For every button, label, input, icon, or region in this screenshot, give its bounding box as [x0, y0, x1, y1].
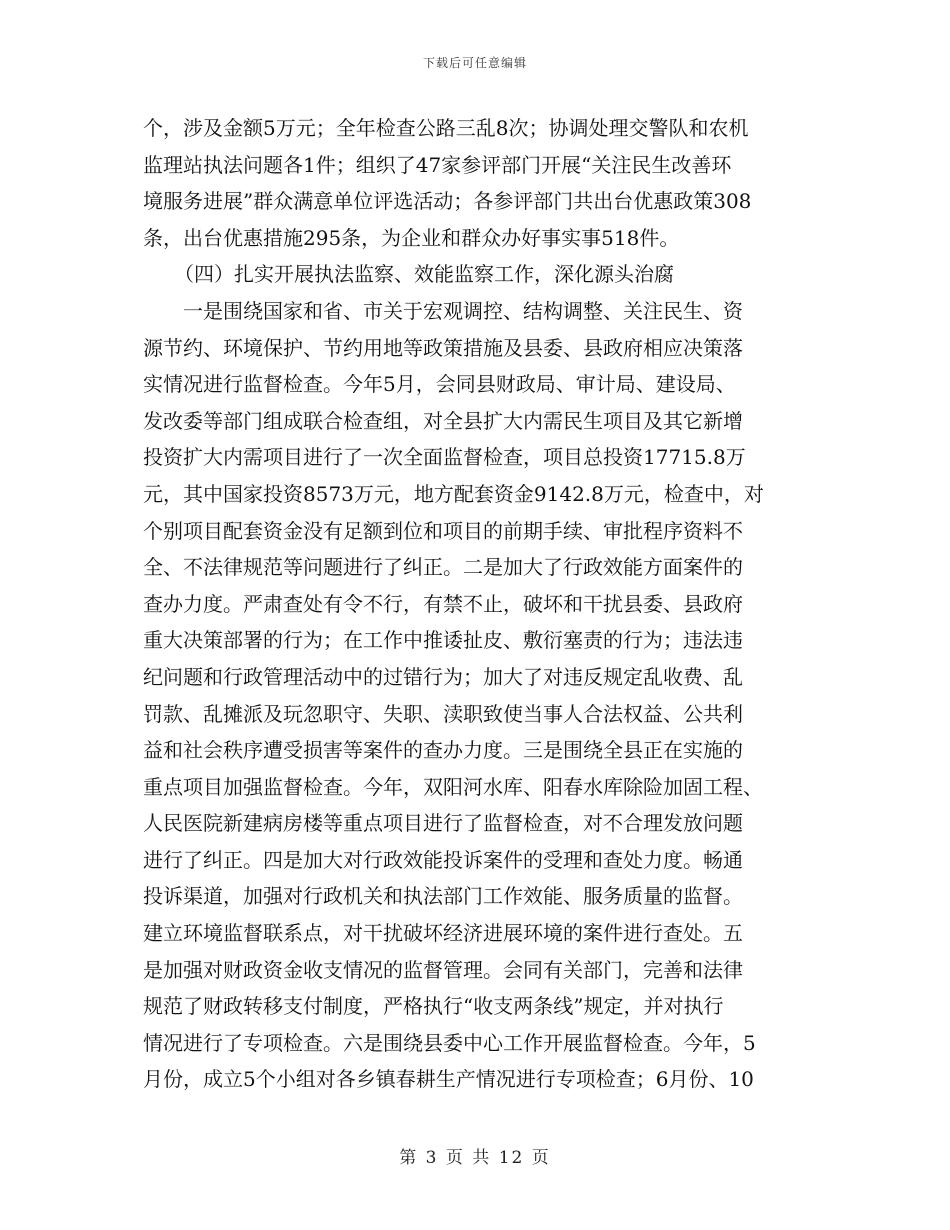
- body-line: 全、不法律规范等问题进行了纠正。二是加大了行政效能方面案件的: [143, 555, 743, 580]
- body-line: 个，涉及金额5万元；全年检查公路三乱8次；协调处理交警队和农机: [143, 116, 749, 140]
- body-line: 投诉渠道，加强对行政机关和执法部门工作效能、服务质量的监督。: [143, 884, 743, 909]
- body-line: 元，其中国家投资8573万元，地方配套资金9142.8万元，检查中，对: [143, 481, 764, 506]
- body-line: 查办力度。严肃查处有令不行，有禁不止，破坏和干扰县委、县政府: [143, 591, 743, 616]
- body-line: 境服务进展”群众满意单位评选活动；各参评部门共出台优惠政策308: [143, 189, 752, 214]
- body-line: 一是围绕国家和省、市关于宏观调控、结构调整、关注民生、资: [183, 298, 743, 323]
- document-body: [143, 110, 813, 1098]
- body-line: 是加强对财政资金收支情况的监督管理。会同有关部门，完善和法律: [143, 957, 743, 982]
- body-line: 条，出台优惠措施295条，为企业和群众办好事实事518件。: [143, 225, 680, 250]
- body-line: 监理站执法问题各1件；组织了47家参评部门开展“关注民生改善环: [143, 152, 732, 177]
- body-line: 纪问题和行政管理活动中的过错行为；加大了对违反规定乱收费、乱: [143, 664, 743, 689]
- body-line: 源节约、环境保护、节约用地等政策措施及县委、县政府相应决策落: [143, 335, 743, 360]
- body-line: 重大决策部署的行为；在工作中推诿扯皮、敷衍塞责的行为；违法违: [143, 628, 743, 653]
- body-line: 进行了纠正。四是加大对行政效能投诉案件的受理和查处力度。畅通: [143, 847, 743, 872]
- body-line: 罚款、乱摊派及玩忽职守、失职、渎职致使当事人合法权益、公共利: [143, 701, 743, 726]
- page-footer: 第 3 页 共 12 页: [399, 1148, 551, 1168]
- body-line: 人民医院新建病房楼等重点项目进行了监督检查，对不合理发放问题: [143, 811, 743, 836]
- body-line: 情况进行了专项检查。六是围绕县委中心工作开展监督检查。今年，5: [143, 1030, 756, 1055]
- body-line: 个别项目配套资金没有足额到位和项目的前期手续、审批程序资料不: [143, 518, 743, 543]
- body-line: 规范了财政转移支付制度，严格执行“收支两条线”规定，并对执行: [143, 994, 724, 1019]
- section-heading: （四）扎实开展执法监察、效能监察工作，深化源头治腐: [174, 262, 674, 287]
- body-line: 建立环境监督联系点，对干扰破坏经济进展环境的案件进行查处。五: [143, 921, 743, 946]
- body-line: 益和社会秩序遭受损害等案件的查办力度。三是围绕全县正在实施的: [143, 738, 743, 763]
- page-header: 下载后可任意编辑: [422, 56, 527, 70]
- body-line: 投资扩大内需项目进行了一次全面监督检查，项目总投资17715.8万: [143, 445, 746, 470]
- body-line: 重点项目加强监督检查。今年，双阳河水库、阳春水库除险加固工程、: [143, 774, 763, 799]
- body-line: 发改委等部门组成联合检查组，对全县扩大内需民生项目及其它新增: [143, 408, 743, 433]
- body-line: 实情况进行监督检查。今年5月，会同县财政局、审计局、建设局、: [143, 372, 736, 397]
- body-line: 月份，成立5个小组对各乡镇春耕生产情况进行专项检查；6月份、10: [143, 1067, 754, 1092]
